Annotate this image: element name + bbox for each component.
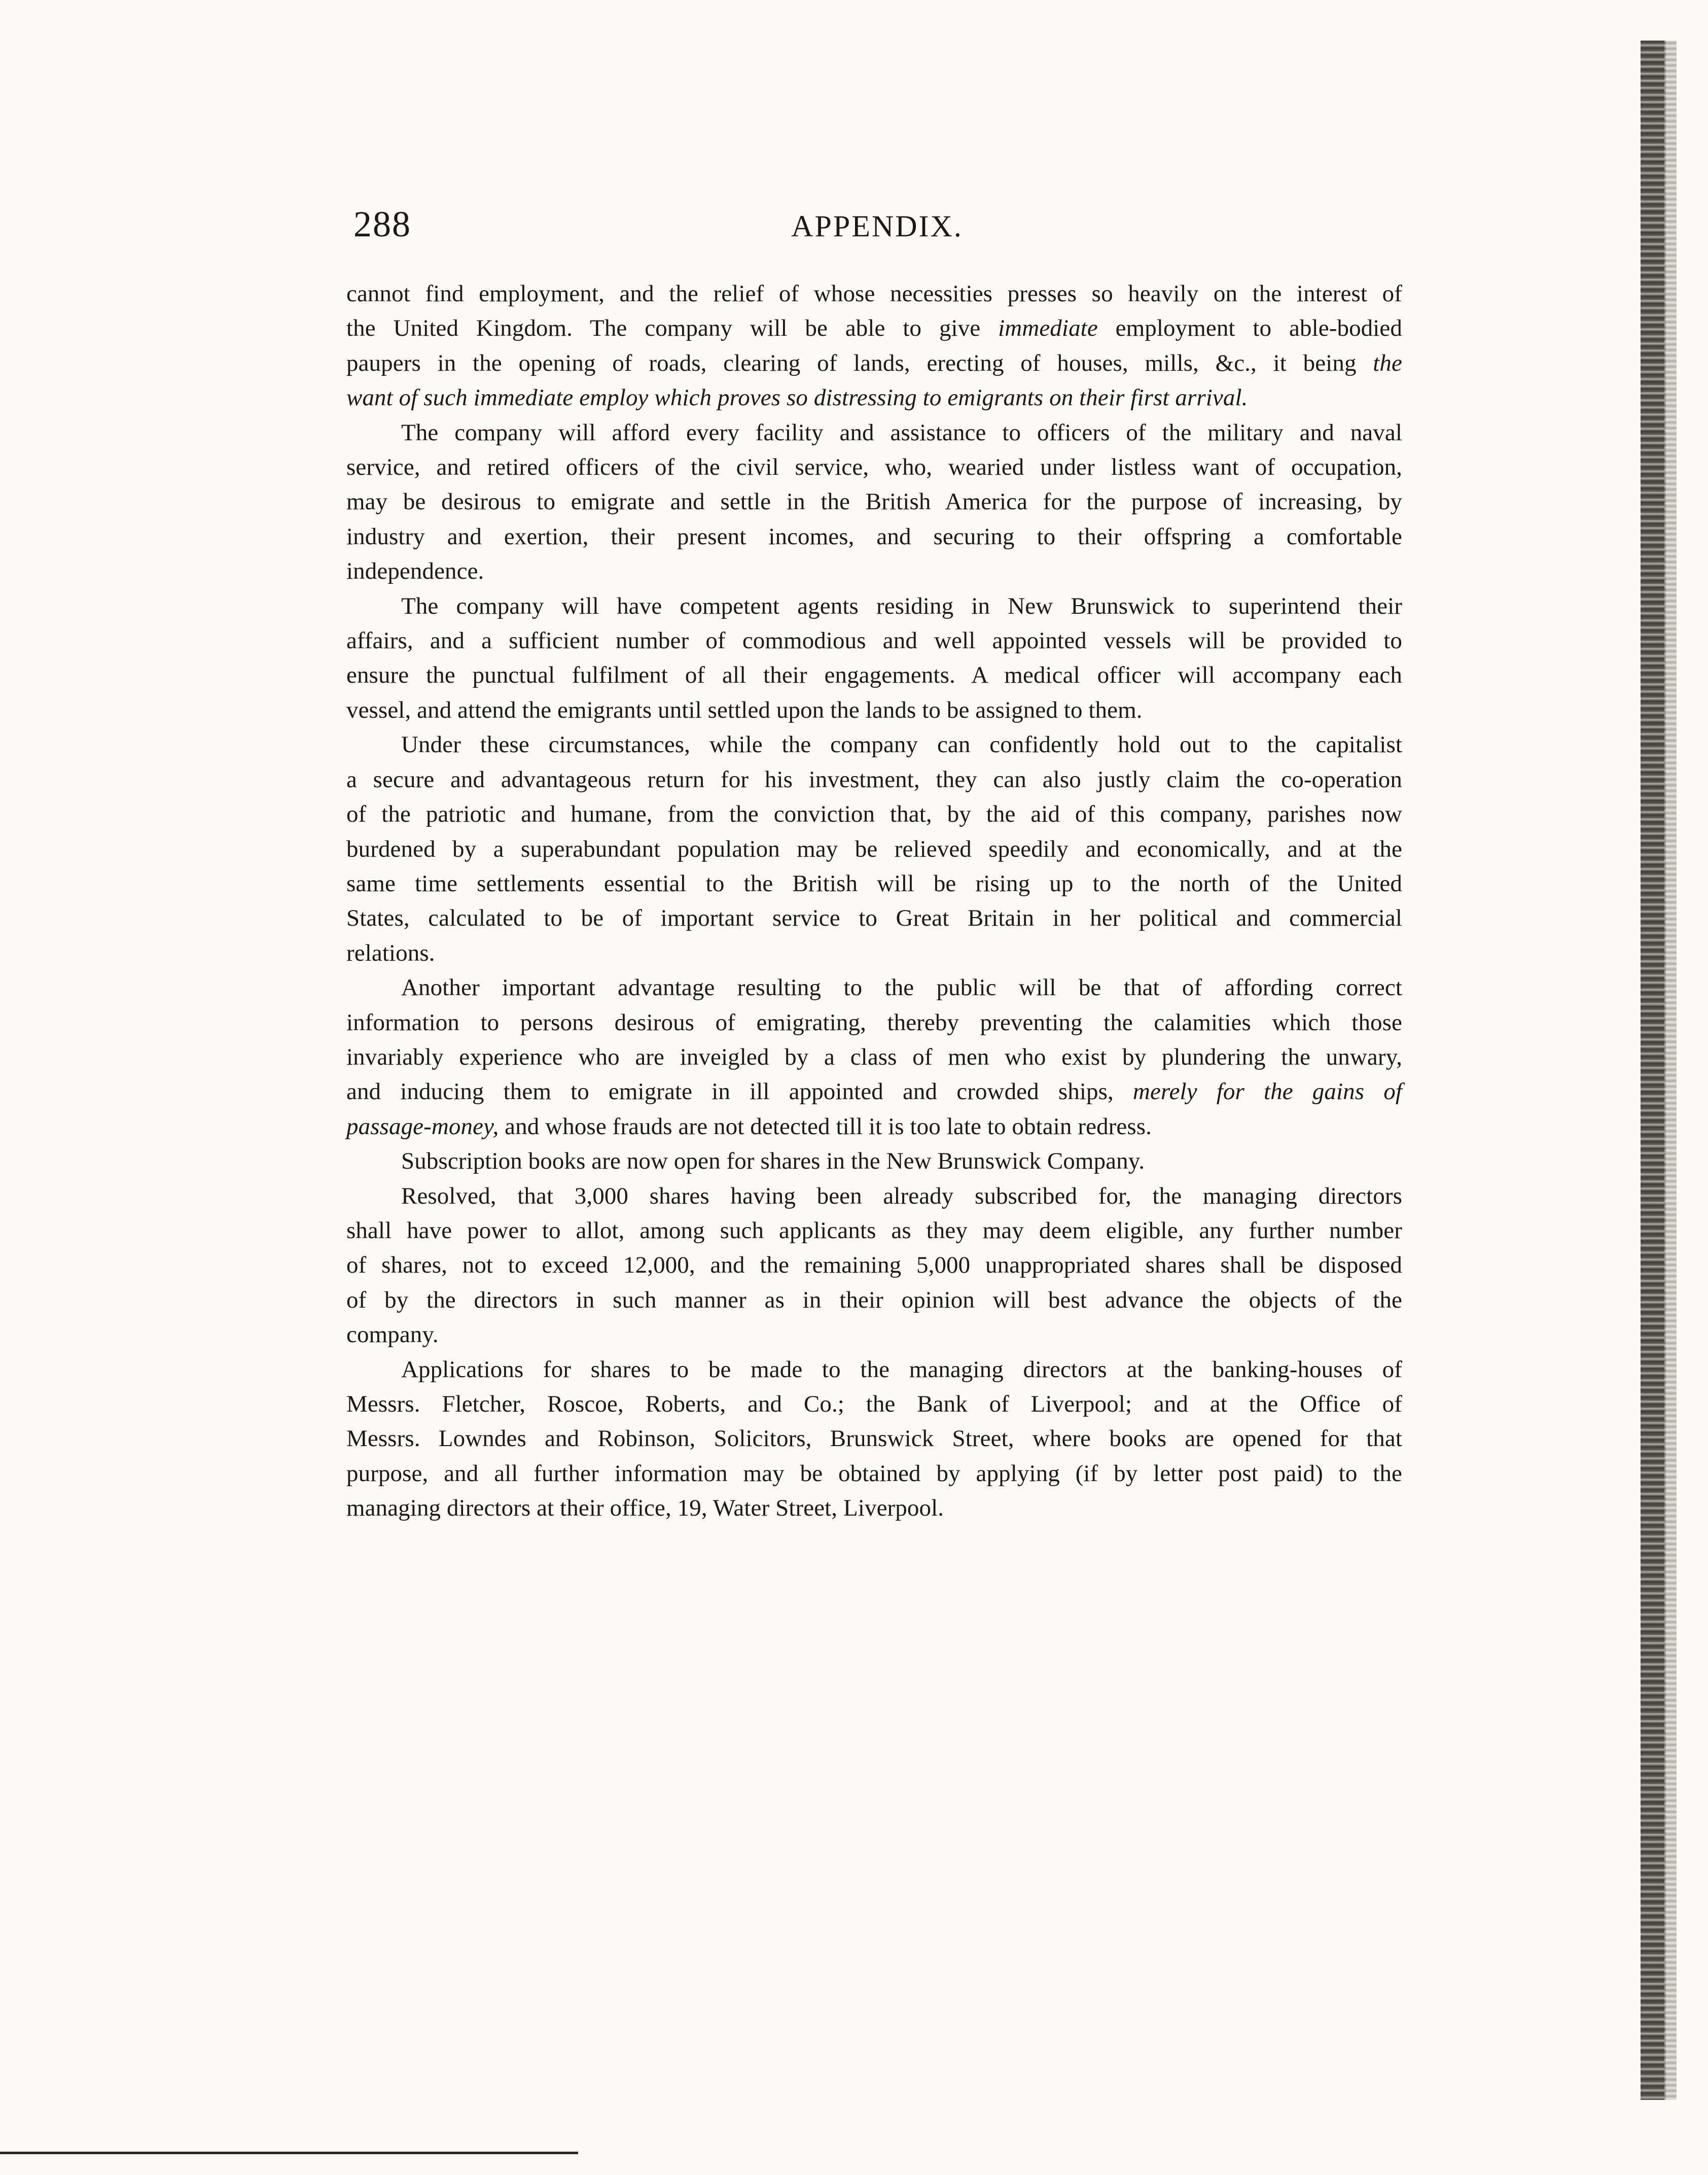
body-text [346, 276, 1402, 1526]
text-segment: invariably experience who are inveigled by a class of men who exist by plundering the unwary, [346, 1043, 1402, 1070]
text-line [346, 1074, 1402, 1109]
italic-segment: passage-money, [346, 1113, 499, 1140]
page-header [353, 199, 1401, 260]
text-segment: The company will afford every facility and assistance to officers of the military and naval [401, 419, 1402, 446]
text-line [346, 693, 1402, 727]
text-segment: employment to able-bodied [1097, 315, 1402, 342]
text-segment: a secure and advantageous return for his investment, they can also justly claim the co-operation [346, 766, 1402, 793]
text-line [346, 762, 1402, 797]
text-line [346, 276, 1402, 311]
paragraph [346, 727, 1402, 970]
text-line [346, 1144, 1402, 1178]
text-segment: shall have power to allot, among such applicants as they may deem eligible, any further number [346, 1217, 1402, 1244]
text-segment: States, calculated to be of important service to Great Britain in her political and commercial [346, 905, 1402, 932]
text-line [346, 658, 1402, 692]
text-line [346, 311, 1402, 345]
text-segment: The company will have competent agents residing in New Brunswick to superintend their [401, 592, 1402, 619]
text-line [346, 1109, 1402, 1144]
bottom-rule [0, 2152, 578, 2154]
text-segment: may be desirous to emigrate and settle in the British America for the purpose of increasing, by [346, 488, 1402, 515]
text-segment: information to persons desirous of emigrating, thereby preventing the calamities which those [346, 1009, 1402, 1036]
paragraph [346, 589, 1402, 728]
text-line [346, 450, 1402, 484]
paragraph [346, 970, 1402, 1144]
italic-segment: merely for the gains of [1132, 1078, 1402, 1105]
text-segment: Subscription books are now open for shares in the New Brunswick Company. [401, 1148, 1145, 1175]
text-line [346, 832, 1402, 866]
text-line [346, 901, 1402, 935]
text-segment: independence. [346, 558, 484, 585]
text-line [346, 1179, 1402, 1213]
text-line [346, 1248, 1402, 1282]
text-line [346, 1283, 1402, 1317]
text-segment: Under these circumstances, while the company can confidently hold out to the capitalist [401, 731, 1402, 758]
text-segment: and whose frauds are not detected till it is too late to obtain redress. [499, 1113, 1152, 1140]
book-page-edge [1664, 41, 1677, 2100]
book-spine-shadow [1641, 41, 1666, 2100]
text-line [346, 970, 1402, 1005]
text-segment: Another important advantage resulting to the public will be that of affording correct [401, 974, 1402, 1001]
text-segment: burdened by a superabundant population may be relieved speedily and economically, and at the [346, 835, 1402, 862]
text-segment: service, and retired officers of the civil service, who, wearied under listless want of occupation, [346, 454, 1402, 481]
text-line [346, 1213, 1402, 1248]
text-segment: Messrs. Lowndes and Robinson, Solicitors, Brunswick Street, where books are opened for that [346, 1425, 1402, 1452]
text-segment: managing directors at their office, 19, Water Street, Liverpool. [346, 1495, 944, 1522]
text-segment: of by the directors in such manner as in their opinion will best advance the objects of the [346, 1286, 1402, 1313]
text-segment: affairs, and a sufficient number of commodious and well appointed vessels will be provided to [346, 627, 1402, 654]
text-segment: of the patriotic and humane, from the conviction that, by the aid of this company, parishes now [346, 801, 1402, 828]
paragraph [346, 415, 1402, 589]
text-line [346, 1421, 1402, 1456]
text-line [346, 727, 1402, 762]
paragraph [346, 1179, 1402, 1352]
text-segment: vessel, and attend the emigrants until settled upon the lands to be assigned to them. [346, 696, 1143, 723]
text-line [346, 484, 1402, 519]
text-line [346, 1491, 1402, 1525]
text-segment: Resolved, that 3,000 shares having been already subscribed for, the managing directors [401, 1182, 1402, 1209]
text-line [346, 1040, 1402, 1074]
text-segment: Messrs. Fletcher, Roscoe, Roberts, and Co.; the Bank of Liverpool; and at the Office of [346, 1391, 1402, 1417]
text-line [346, 1456, 1402, 1491]
text-segment: of shares, not to exceed 12,000, and the remaining 5,000 unappropriated shares shall be disposed [346, 1252, 1402, 1279]
page-number: 288 [353, 204, 411, 244]
paragraph [346, 1352, 1402, 1526]
text-segment: paupers in the opening of roads, clearing of lands, erecting of houses, mills, &c., it being [346, 349, 1373, 376]
text-line [346, 415, 1402, 450]
paragraph [346, 1144, 1402, 1178]
text-line [346, 519, 1402, 554]
text-line [346, 866, 1402, 901]
text-line [346, 797, 1402, 831]
text-line [346, 346, 1402, 380]
text-segment: purpose, and all further information may be obtained by applying (if by letter post paid) to the [346, 1460, 1402, 1487]
italic-segment: immediate [998, 315, 1098, 342]
text-segment: and inducing them to emigrate in ill appointed and crowded ships, [346, 1078, 1133, 1105]
paragraph [346, 276, 1402, 415]
text-line [346, 589, 1402, 623]
text-line [346, 1005, 1402, 1040]
text-line [346, 380, 1402, 415]
text-line [346, 936, 1402, 970]
text-segment: company. [346, 1321, 439, 1348]
text-segment: relations. [346, 939, 435, 966]
text-segment: the United Kingdom. The company will be able to give [346, 315, 999, 342]
text-segment: Applications for shares to be made to the managing directors at the banking-houses of [401, 1356, 1402, 1383]
text-segment: ensure the punctual fulfilment of all their engagements. A medical officer will accompany each [346, 662, 1402, 689]
text-line [346, 554, 1402, 588]
text-line [346, 623, 1402, 658]
text-segment: cannot find employment, and the relief of whose necessities presses so heavily on the interest of [346, 280, 1402, 307]
italic-segment: the [1373, 349, 1402, 376]
text-line [346, 1317, 1402, 1352]
text-line [346, 1387, 1402, 1421]
text-line [346, 1352, 1402, 1387]
running-head: APPENDIX. [791, 209, 963, 243]
text-segment: industry and exertion, their present incomes, and securing to their offspring a comfortable [346, 523, 1402, 550]
italic-segment: want of such immediate employ which proves so distressing to emigrants on their first arrival. [346, 384, 1248, 411]
text-segment: same time settlements essential to the British will be rising up to the north of the United [346, 870, 1402, 897]
